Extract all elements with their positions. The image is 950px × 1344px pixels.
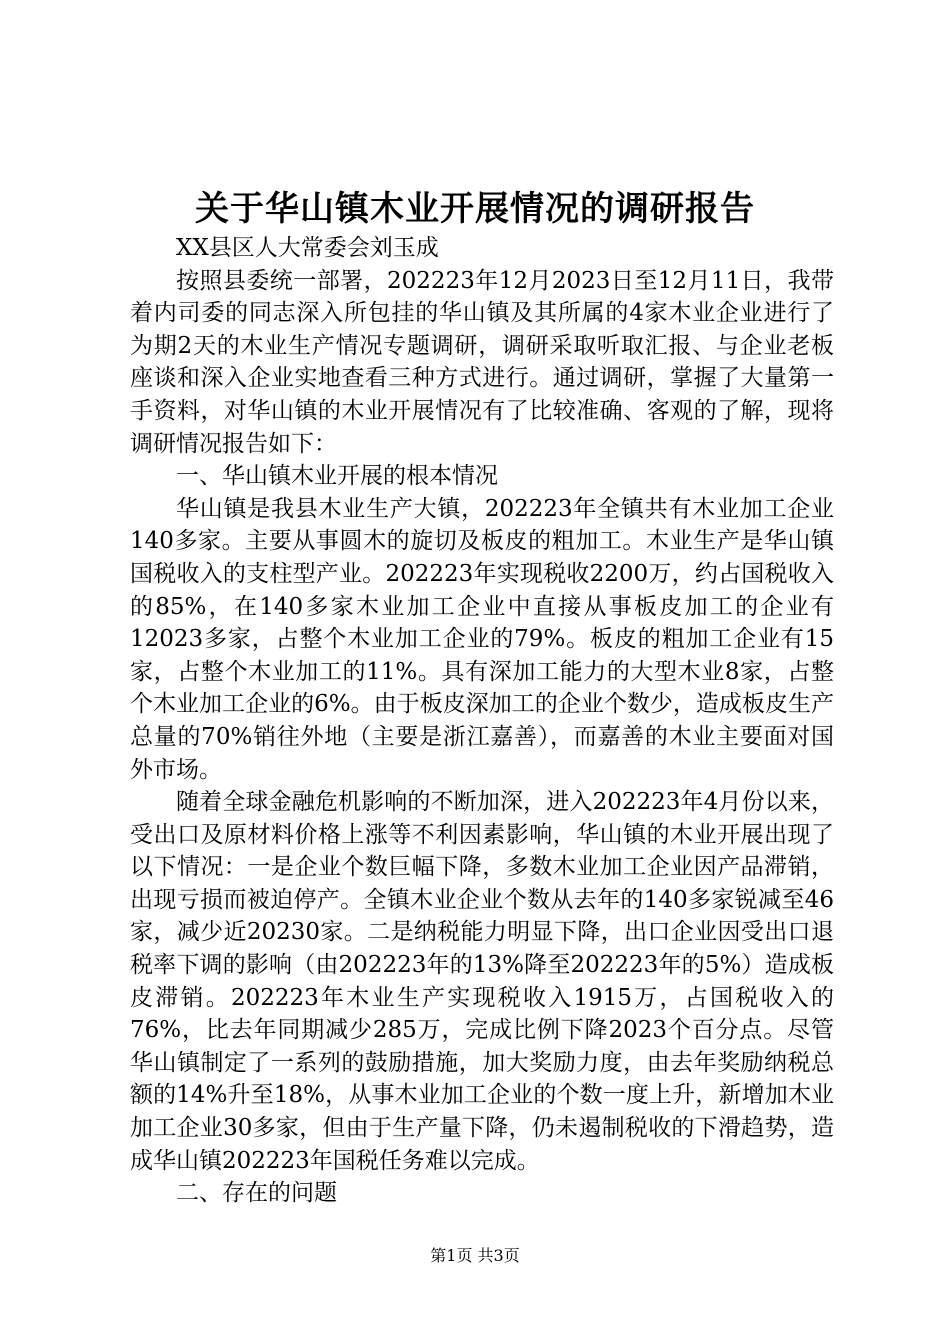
author-line: XX县区人大常委会刘玉成 <box>176 235 439 261</box>
document-body <box>130 232 834 1210</box>
section-heading-2: 二、存在的问题 <box>176 1180 337 1207</box>
paragraph-financial-crisis: 随着全球金融危机影响的不断加深，进入202223年4月份以来，受出口及原材料价格上涨等不利因素影响，华山镇的木业开展出现了以下情况：一是企业个数巨幅下降，多数木业加工企业因产品滞销，出现亏损而被迫停产。全镇木业企业个数从去年的140多家锐减至46家，减少近20230家。二是纳税能力明显下降，出口企业因受出口退税率下调的影响（由202223年的13%降至202223年的5%）造成板皮滞销。202223年木业生产实现税收入1915万，占国税收入的76%，比去年同期减少285万，完成比例下降2023个百分点。尽管华山镇制定了一系列的鼓励措施，加大奖励力度，由去年奖励纳税总额的14%升至18%，从事木业加工企业的个数一度上升，新增加木业加工企业30多家，但由于生产量下降，仍未遏制税收的下滑趋势，造成华山镇202223年国税任务难以完成。 <box>130 789 834 1174</box>
document-title: 关于华山镇木业开展情况的调研报告 <box>195 189 755 229</box>
paragraph-basic-situation: 华山镇是我县木业生产大镇，202223年全镇共有木业加工企业140多家。主要从事圆木的旋切及板皮的粗加工。木业生产是华山镇国税收入的支柱型产业。202223年实现税收2200万，约占国税收入的85%，在140多家木业加工企业中直接从事板皮加工的企业有12023多家，占整个木业加工企业的79%。板皮的粗加工企业有15家，占整个木业加工的11%。具有深加工能力的大型木业8家，占整个木业加工企业的6%。由于板皮深加工的企业个数少，造成板皮生产总量的70%销往外地（主要是浙江嘉善），而嘉善的木业主要面对国外市场。 <box>130 495 834 783</box>
section-heading-1: 一、华山镇木业开展的根本情况 <box>176 463 498 490</box>
paragraph-intro: 按照县委统一部署，202223年12月2023日至12月11日，我带着内司委的同志深入所包挂的华山镇及其所属的4家木业企业进行了为期2天的木业生产情况专题调研，调研采取听取汇报、与企业老板座谈和深入企业实地查看三种方式进行。通过调研，掌握了大量第一手资料，对华山镇的木业开展情况有了比较准确、客观的了解，现将调研情况报告如下： <box>130 267 834 457</box>
page-footer: 第1页 共3页 <box>430 1246 520 1265</box>
